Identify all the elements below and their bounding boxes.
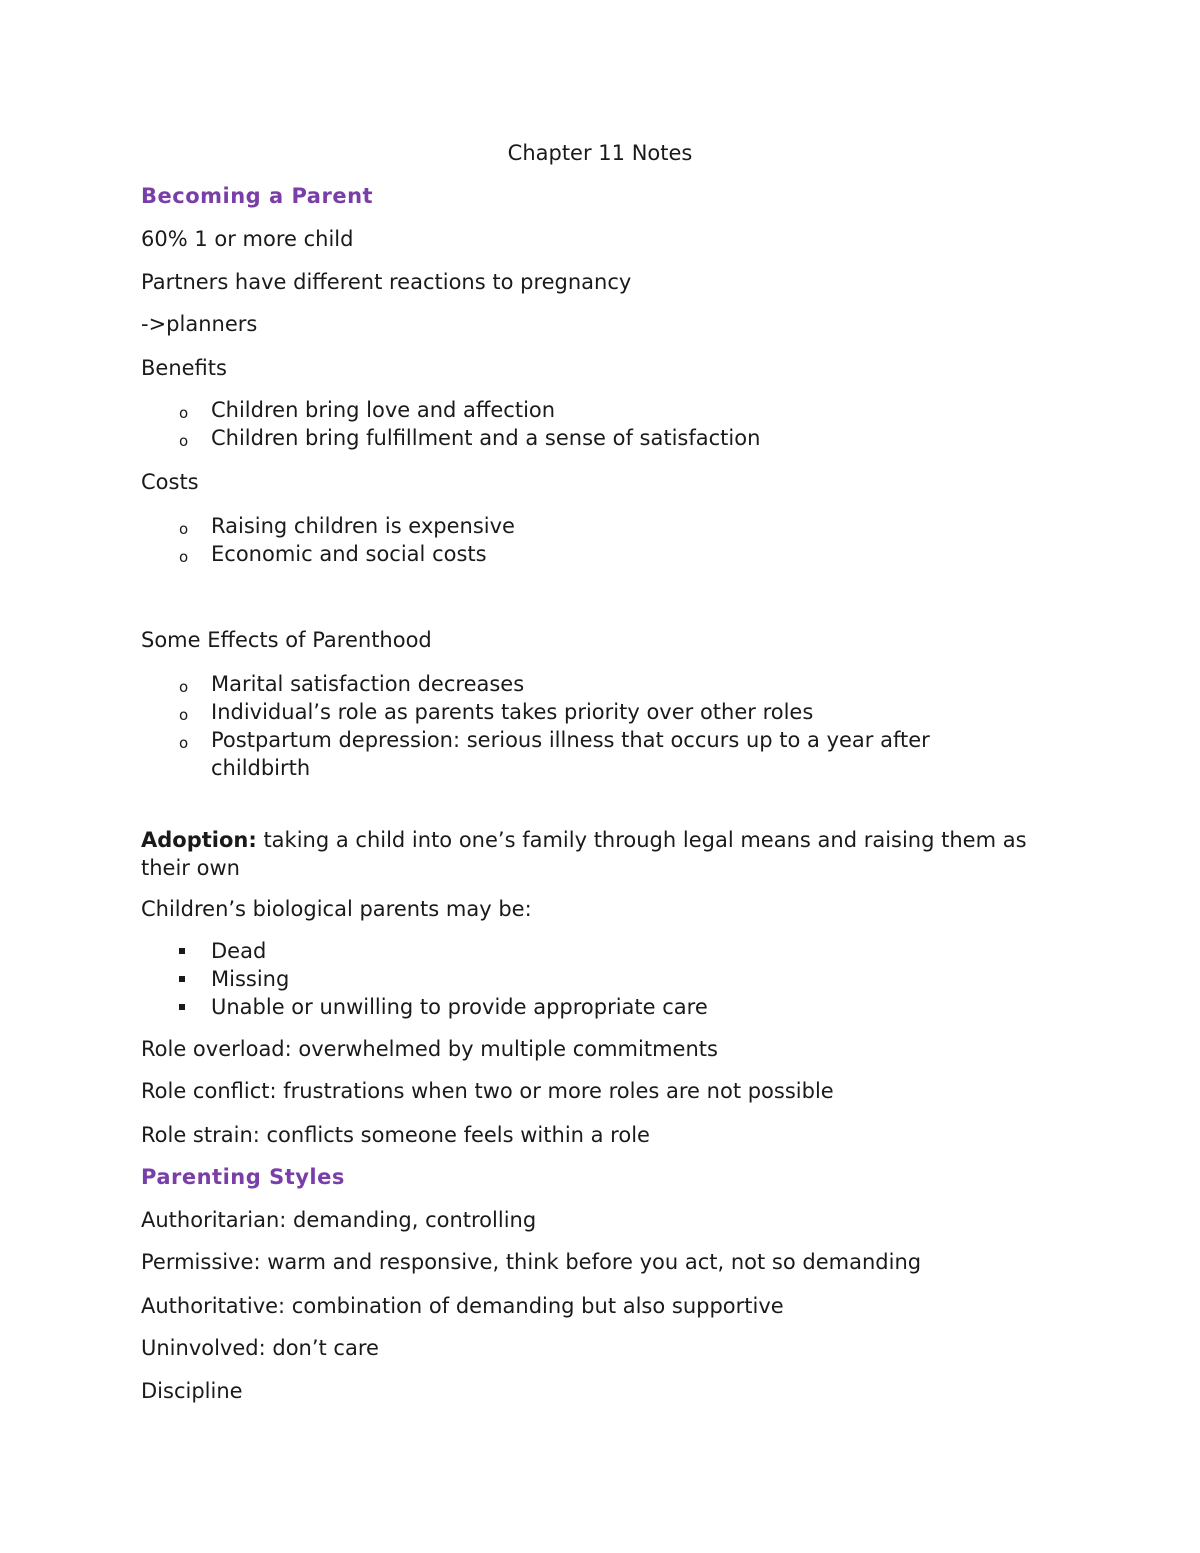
document-title: Chapter 11 Notes: [507, 141, 693, 165]
benefits-label: Benefits: [141, 356, 227, 380]
list-item: o Economic and social costs: [141, 540, 515, 568]
role-conflict-line: Role conflict: frustrations when two or more roles are not possible: [141, 1079, 834, 1103]
square-bullet-icon: [179, 948, 185, 954]
circle-bullet-icon: o: [179, 520, 189, 538]
costs-label: Costs: [141, 470, 199, 494]
role-overload-line: Role overload: overwhelmed by multiple commitments: [141, 1037, 718, 1061]
circle-bullet-icon: o: [179, 432, 189, 450]
role-strain-line: Role strain: conflicts someone feels within a role: [141, 1123, 650, 1147]
uninvolved-line: Uninvolved: don’t care: [141, 1336, 379, 1360]
section-heading-parenting-styles: Parenting Styles: [141, 1165, 345, 1189]
list-item: o Raising children is expensive: [141, 512, 515, 540]
planners-line: ->planners: [141, 312, 258, 336]
adoption-definition: [141, 826, 1061, 882]
reactions-line: Partners have different reactions to pregnancy: [141, 270, 632, 294]
square-bullet-icon: [179, 1004, 185, 1010]
effects-label: Some Effects of Parenthood: [141, 628, 432, 652]
effects-list: [141, 670, 971, 782]
circle-bullet-icon: o: [179, 404, 189, 422]
adoption-definition-text: taking a child into one’s family through legal means and raising them as their own: [141, 828, 1027, 880]
adoption-term: Adoption:: [141, 828, 257, 852]
bio-parents-label: Children’s biological parents may be:: [141, 897, 532, 921]
stat-line: 60% 1 or more child: [141, 227, 354, 251]
list-item: o Marital satisfaction decreases: [141, 670, 971, 698]
permissive-line: Permissive: warm and responsive, think before you act, not so demanding: [141, 1250, 922, 1274]
list-item: o Postpartum depression: serious illness that occurs up to a year after childbirth: [179, 728, 930, 780]
section-heading-becoming-a-parent: Becoming a Parent: [141, 184, 374, 208]
list-item: o Children bring love and affection: [141, 396, 760, 424]
authoritative-line: Authoritative: combination of demanding but also supportive: [141, 1294, 784, 1318]
benefits-list: [141, 396, 760, 452]
square-bullet-icon: [179, 976, 185, 982]
costs-list: [141, 512, 515, 568]
circle-bullet-icon: o: [179, 706, 189, 724]
list-item: o Children bring fulfillment and a sense of satisfaction: [141, 424, 760, 452]
circle-bullet-icon: o: [179, 678, 189, 696]
discipline-line: Discipline: [141, 1379, 243, 1403]
authoritarian-line: Authoritarian: demanding, controlling: [141, 1208, 537, 1232]
bio-parents-list: [141, 937, 708, 1021]
list-item: o Individual’s role as parents takes priority over other roles: [141, 698, 971, 726]
list-item: Missing: [141, 965, 708, 993]
circle-bullet-icon: o: [179, 548, 189, 566]
list-item: Dead: [141, 937, 708, 965]
list-item: Unable or unwilling to provide appropriate care: [141, 993, 708, 1021]
circle-bullet-icon: o: [179, 734, 189, 752]
